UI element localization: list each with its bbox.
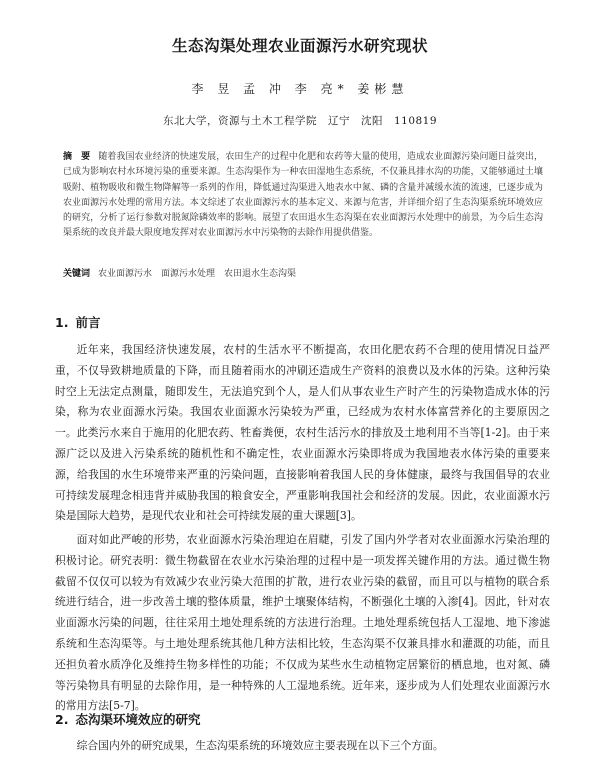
section-number: 2. [55,712,69,727]
keywords-text: 农业面源污水 面源污水处理 农田退水生态沟渠 [98,269,297,279]
abstract [63,150,543,242]
keywords [63,267,543,281]
section-title: 前言 [75,315,101,330]
section-heading-introduction [55,313,100,331]
paragraph: 近年来，我国经济快速发展，农村的生活水平不断提高，农田化肥农药不合理的使用情况日益严重，不仅导致耕地质量的下降，而且随着雨水的冲刷还造成生产资料的浪费以及水体的污染。这种污染时空上无法定点测量，随即发生，无法追究到个人，是人们从事农业生产时产生的污染物造成水体的污染，称为农业面源水污染。我国农业面源水污染较为严重，已经成为农村水体富营养化的主要原因之一。此类污水来自于施用的化肥农药、牲畜粪便，农村生活污水的排放及土地利用不当等[1-2]。由于来源广泛以及进入污染系统的随机性和不确定性，农业面源水污染即将成为我国地表水体污染的重要来源，给我国的水生环境带来严重的污染问题，直接影响着我国人民的身体健康，最终与我国倡导的农业可持续发展理念相违背并威胁我国的粮食安全，严重影响我国社会和经济的发展。因此，农业面源水污染是国际大趋势，是现代农业和社会可持续发展的重大课题[3]。 [55,343,550,523]
section-number: 1. [55,315,69,330]
paragraph: 面对如此严峻的形势，农业面源水污染治理迫在眉睫，引发了国内外学者对农业面源水污染治理的积极讨论。研究表明：微生物截留在农业水污染治理的过程中是一项发挥关键作用的方法。通过微生物截留不仅仅可以较为有效减少农业污染大范围的扩散，进行农业污染的截留，而且可以与植物的联合系统进行结合，进一步改善土壤的整体质量，维护土壤聚体结构，不断强化土壤的入渗[4]。因此，针对农业面源水污染的问题，往往采用土地处理系统的方法进行治理。土地处理系统包括人工湿地、地下渗滤系统和生态沟渠等。与土地处理系统其他几种方法相比较，生态沟渠不仅兼具排水和灌溉的功能，而且还担负着水质净化及维持生物多样性的功能；不仅成为某些水生动植物定居繁衍的栖息地，也对氮、磷等污染物具有明显的去除作用，是一种特殊的人工湿地系统。近年来，逐步成为人们处理农业面源污水的常用方法[5-7]。 [55,533,550,713]
keywords-label: 关键词 [63,269,91,279]
section-title: 态沟渠环境效应的研究 [75,712,201,727]
paper-affiliation: 东北大学，资源与土木工程学院 辽宁 沈阳 110819 [162,115,438,127]
abstract-label: 摘 要 [63,152,91,162]
section-heading-effects [55,710,200,728]
abstract-text: 随着我国农业经济的快速发展，农田生产的过程中化肥和农药等大量的使用，造成农业面源污染问题日益突出，已成为影响农村水环境污染的重要来源。生态沟渠作为一种农田湿地生态系统，不仅兼具排水沟的功能，又能够通过土壤吸附、植物吸收和微生物降解等一系列的作用，降低通过沟渠进入地表水中氮、磷的含量并减缓水流的流速，已逐步成为农业面源污水处理的常用方法。本文综述了农业面源污水的基本定义、来源与危害，并详细介绍了生态沟渠系统环境效应的研究，分析了运行参数对脱氮除磷效率的影响。展望了农田退水生态沟渠在农业面源污水处理中的前景，为今后生态沟渠系统的改良并最大限度地发挥对农业面源污水中污染物的去除作用提供借鉴。 [63,152,543,239]
paper-title: 生态沟渠处理农业面源污水研究现状 [171,37,428,55]
paragraph: 综合国内外的研究成果，生态沟渠系统的环境效应主要表现在以下三个方面。 [76,739,444,752]
paper-authors: 李 昱 孟 冲 李 亮* 姜彬慧 [191,82,409,96]
